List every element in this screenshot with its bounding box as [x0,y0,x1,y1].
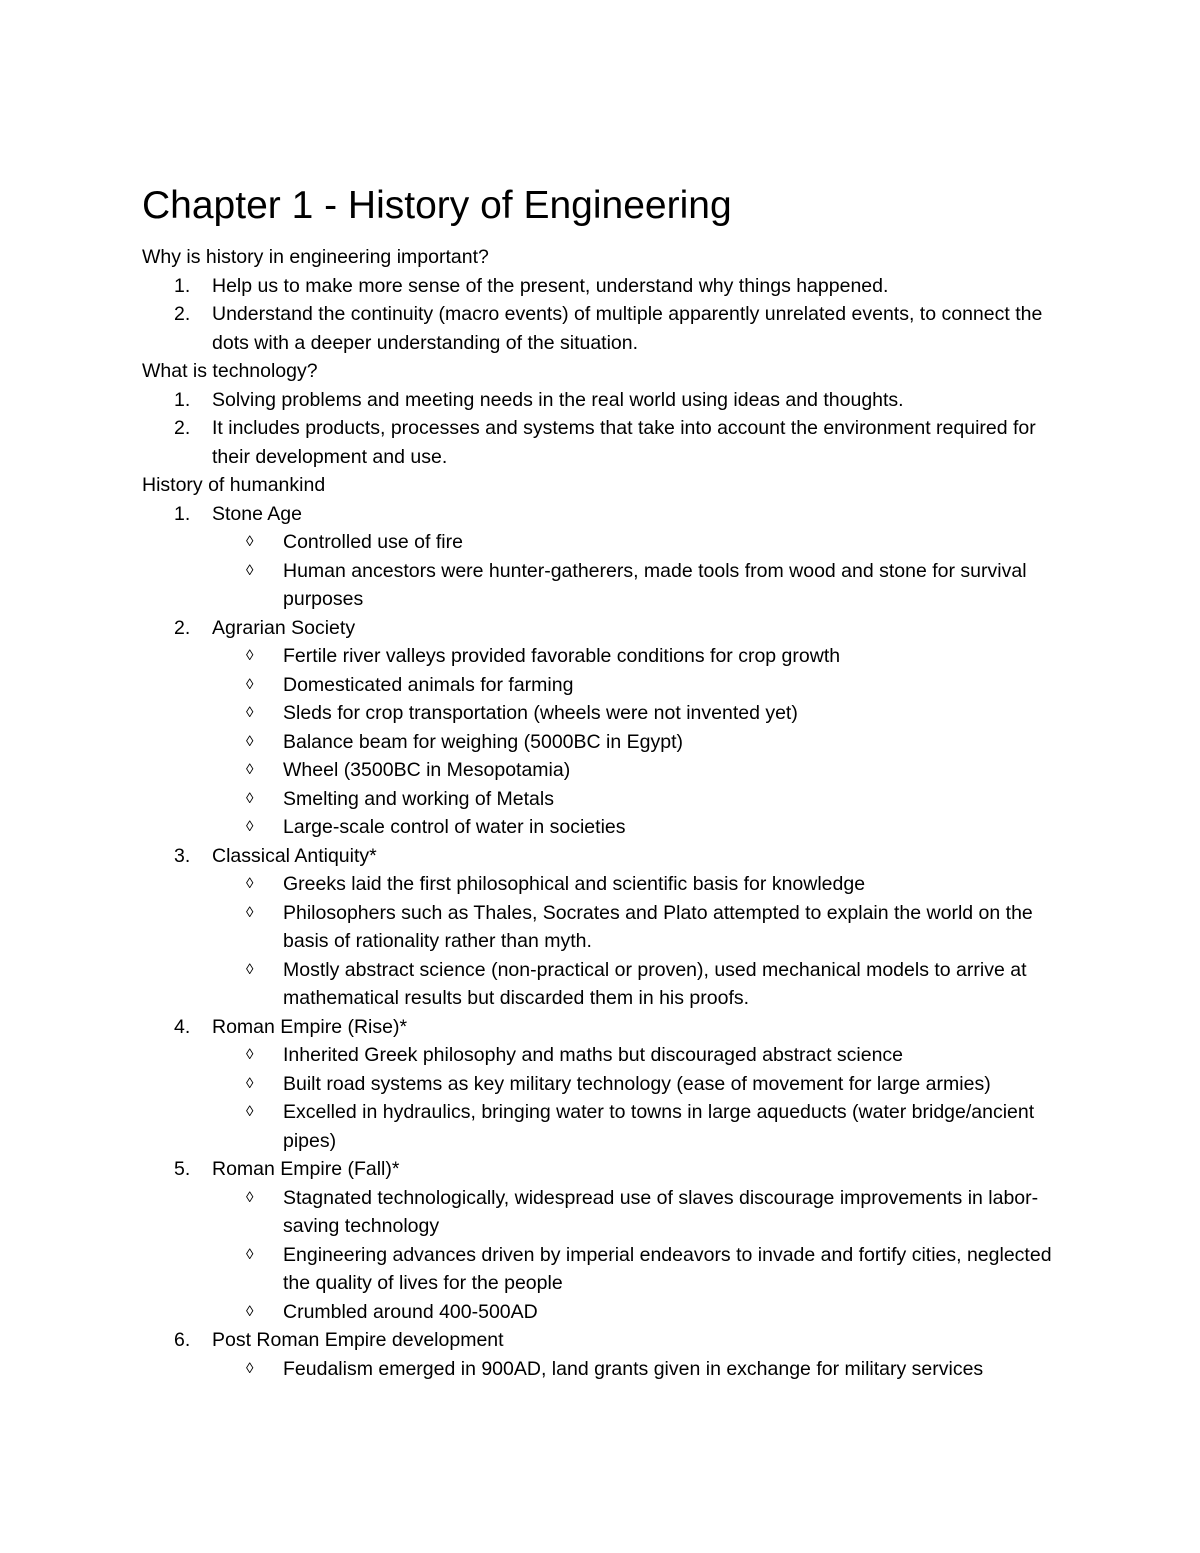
item-number: 2. [174,417,191,439]
bullet-text: Feudalism emerged in 900AD, land grants given in exchange for military services [283,1357,984,1380]
diamond-bullet-icon: ◊ [246,675,254,693]
bullet-text: Domesticated animals for farming [283,673,574,696]
diamond-bullet-icon: ◊ [246,647,254,664]
numbered-item [0,1326,1072,1355]
bullet-item [0,1098,1073,1155]
bullet-text: Excelled in hydraulics, bringing water to towns in large aqueducts (water bridge/ancient pipes) [283,1101,1035,1152]
bullet-item [0,642,1073,671]
item-text: Roman Empire (Rise)* [212,1015,408,1038]
numbered-item [0,842,1072,871]
numbered-item [0,500,1072,529]
section-heading: Why is history in engineering important? [142,246,489,268]
bullet-item [0,728,1073,757]
bullet-item [0,528,1073,557]
diamond-bullet-icon: ◊ [246,789,254,807]
bullet-item [0,1070,1073,1099]
item-number: 2. [174,616,191,639]
numbered-item [0,1155,1072,1184]
diamond-bullet-icon: ◊ [246,875,254,892]
diamond-bullet-icon: ◊ [246,704,254,721]
bullet-text: Wheel (3500BC in Mesopotamia) [283,759,571,781]
bullet-text: Controlled use of fire [283,531,463,553]
bullet-item [0,785,1073,814]
section-heading: History of humankind [142,474,326,496]
bullet-text: Inherited Greek philosophy and maths but discouraged abstract science [283,1044,904,1066]
document-body [0,243,1200,1383]
item-text: Help us to make more sense of the present, understand why things happened. [212,274,889,297]
item-number: 5. [174,1158,191,1180]
bullet-item [0,870,1073,899]
item-text: It includes products, processes and systems that take into account the environment required for their development and use. [212,417,1036,468]
bullet-item [0,1298,1073,1327]
diamond-bullet-icon: ◊ [246,960,254,978]
bullet-text: Large-scale control of water in societies [283,816,626,838]
item-number: 4. [174,1015,191,1038]
bullet-item [0,557,1073,614]
diamond-bullet-icon: ◊ [246,1359,254,1377]
bullet-item [0,956,1073,1013]
numbered-item [0,414,1072,471]
diamond-bullet-icon: ◊ [246,1103,254,1120]
item-text: Classical Antiquity* [212,844,377,867]
bullet-text: Human ancestors were hunter-gatherers, made tools from wood and stone for survival purposes [283,559,1027,610]
item-number: 6. [174,1329,191,1351]
numbered-item [0,272,1072,301]
page-title: Chapter 1 - History of Engineering [142,184,732,227]
diamond-bullet-icon: ◊ [246,761,254,778]
diamond-bullet-icon: ◊ [246,732,254,750]
bullet-item [0,699,1073,728]
bullet-text: Smelting and working of Metals [283,787,554,810]
bullet-text: Crumbled around 400-500AD [283,1300,538,1323]
bullet-item [0,1241,1073,1298]
bullet-item [0,1355,1073,1384]
bullet-text: Greeks laid the first philosophical and scientific basis for knowledge [283,873,866,895]
bullet-text: Stagnated technologically, widespread use of slaves discourage improvements in labor-saving technology [283,1186,1039,1237]
bullet-text: Fertile river valleys provided favorable conditions for crop growth [283,645,841,667]
item-text: Post Roman Empire development [212,1329,504,1351]
bullet-item [0,756,1073,785]
diamond-bullet-icon: ◊ [246,561,254,579]
diamond-bullet-icon: ◊ [246,1188,254,1206]
item-number: 2. [174,303,191,325]
diamond-bullet-icon: ◊ [246,533,254,550]
item-text: Solving problems and meeting needs in the real world using ideas and thoughts. [212,388,904,411]
diamond-bullet-icon: ◊ [246,818,254,835]
bullet-item [0,1184,1073,1241]
numbered-item [0,1013,1072,1042]
bullet-text: Balance beam for weighing (5000BC in Egypt) [283,730,683,753]
item-text: Understand the continuity (macro events) of multiple apparently unrelated events, to connect the dots with a deeper understanding of the situation. [212,303,1043,354]
item-number: 1. [174,388,191,411]
bullet-text: Sleds for crop transportation (wheels were not invented yet) [283,702,798,724]
item-text: Stone Age [212,502,302,525]
section-heading: What is technology? [142,360,318,382]
diamond-bullet-icon: ◊ [246,1074,254,1092]
item-text: Roman Empire (Fall)* [212,1158,400,1180]
bullet-text: Built road systems as key military technology (ease of movement for large armies) [283,1072,991,1095]
diamond-bullet-icon: ◊ [246,903,254,921]
diamond-bullet-icon: ◊ [246,1302,254,1320]
bullet-text: Engineering advances driven by imperial endeavors to invade and fortify cities, neglected the quality of lives for the people [283,1243,1052,1294]
bullet-text: Philosophers such as Thales, Socrates and Plato attempted to explain the world on the basis of rationality rather than myth. [283,901,1033,952]
diamond-bullet-icon: ◊ [246,1046,254,1063]
item-number: 3. [174,844,191,867]
item-text: Agrarian Society [212,616,356,639]
numbered-item [0,614,1072,643]
item-number: 1. [174,274,191,297]
bullet-text: Mostly abstract science (non-practical or proven), used mechanical models to arrive at mathematical results but discarded them in his proofs. [283,958,1027,1009]
bullet-item [0,1041,1073,1070]
numbered-item [0,386,1072,415]
item-number: 1. [174,502,191,525]
bullet-item [0,899,1073,956]
bullet-item [0,671,1073,700]
diamond-bullet-icon: ◊ [246,1245,254,1263]
numbered-item [0,300,1072,357]
bullet-item [0,813,1073,842]
